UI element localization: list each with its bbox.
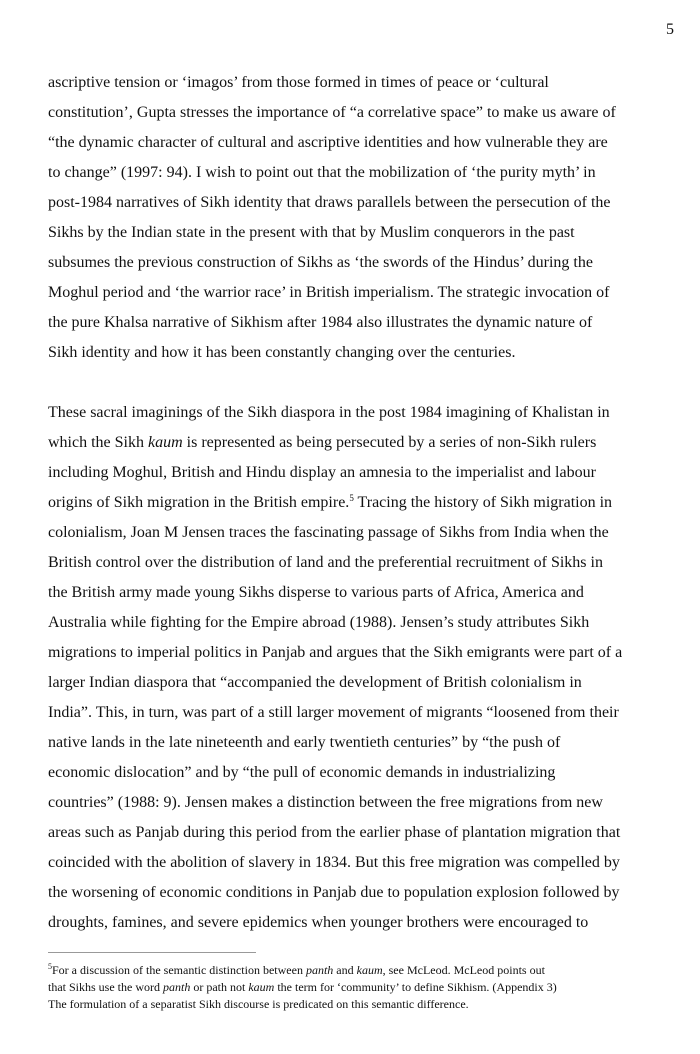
text-line: “the dynamic character of cultural and ascriptive identities and how vulnerable they are bbox=[48, 134, 608, 151]
text-line: Sikhs by the Indian state in the present with that by Muslim conquerors in the past bbox=[48, 224, 575, 241]
text-span: the term for ‘community’ to define Sikhism. (Appendix 3) bbox=[274, 980, 557, 994]
text-span: , see McLeod. McLeod points out bbox=[382, 963, 545, 977]
text-line: the British army made young Sikhs disperse to various parts of Africa, America and bbox=[48, 584, 584, 601]
text-line: These sacral imaginings of the Sikh diaspora in the post 1984 imagining of Khalistan in bbox=[48, 404, 610, 421]
text-line: larger Indian diaspora that “accompanied the development of British colonialism in bbox=[48, 674, 582, 691]
text-line: India”. This, in turn, was part of a still larger movement of migrants “loosened from their bbox=[48, 704, 619, 721]
text-line bbox=[48, 488, 672, 518]
text-line: areas such as Panjab during this period from the earlier phase of plantation migration that bbox=[48, 824, 621, 841]
paragraph-1 bbox=[48, 68, 672, 368]
text-line: British control over the distribution of land and the preferential recruitment of Sikhs in bbox=[48, 554, 603, 571]
text-span: is represented as being persecuted by a series of non-Sikh rulers bbox=[182, 434, 597, 451]
text-line: subsumes the previous construction of Sikhs as ‘the swords of the Hindus’ during the bbox=[48, 254, 593, 271]
text-line: coincided with the abolition of slavery in 1834. But this free migration was compelled by bbox=[48, 854, 620, 871]
text-span: origins of Sikh migration in the British empire. bbox=[48, 494, 350, 511]
footnote-line bbox=[48, 962, 672, 979]
body-text bbox=[48, 68, 672, 938]
text-line: economic dislocation” and by “the pull of economic demands in industrializing bbox=[48, 764, 556, 781]
paragraph-gap bbox=[48, 368, 672, 398]
text-line: Moghul period and ‘the warrior race’ in British imperialism. The strategic invocation of bbox=[48, 284, 610, 301]
text-line: colonialism, Joan M Jensen traces the fascinating passage of Sikhs from India when the bbox=[48, 524, 609, 541]
text-span: For a discussion of the semantic distinction between bbox=[52, 963, 306, 977]
italic-term: kaum bbox=[148, 434, 183, 451]
text-line: Sikh identity and how it has been constantly changing over the centuries. bbox=[48, 344, 516, 361]
text-span: or path not bbox=[190, 980, 249, 994]
italic-term: panth bbox=[163, 980, 191, 994]
text-line: post-1984 narratives of Sikh identity that draws parallels between the persecution of the bbox=[48, 194, 611, 211]
text-line: to change” (1997: 94). I wish to point out that the mobilization of ‘the purity myth’ in bbox=[48, 164, 596, 181]
text-span: which the Sikh bbox=[48, 434, 148, 451]
text-span: that Sikhs use the word bbox=[48, 980, 163, 994]
italic-term: kaum bbox=[248, 980, 275, 994]
footnote-line: The formulation of a separatist Sikh discourse is predicated on this semantic difference. bbox=[48, 997, 469, 1011]
text-line: the worsening of economic conditions in Panjab due to population explosion followed by bbox=[48, 884, 620, 901]
footnote-divider bbox=[48, 952, 256, 953]
text-line: droughts, famines, and severe epidemics when younger brothers were encouraged to bbox=[48, 914, 589, 931]
text-line: ascriptive tension or ‘imagos’ from those formed in times of peace or ‘cultural bbox=[48, 74, 549, 91]
page-number: 5 bbox=[666, 21, 674, 38]
text-line: migrations to imperial politics in Panjab and argues that the Sikh emigrants were part of a bbox=[48, 644, 623, 661]
paragraph-2 bbox=[48, 398, 672, 938]
text-line: the pure Khalsa narrative of Sikhism after 1984 also illustrates the dynamic nature of bbox=[48, 314, 593, 331]
text-line: including Moghul, British and Hindu display an amnesia to the imperialist and labour bbox=[48, 464, 596, 481]
footnote-5 bbox=[48, 962, 672, 1013]
text-span: Tracing the history of Sikh migration in bbox=[353, 494, 613, 511]
text-line: native lands in the late nineteenth and early twentieth centuries” by “the push of bbox=[48, 734, 561, 751]
text-span: and bbox=[333, 963, 357, 977]
italic-term: kaum bbox=[356, 963, 383, 977]
footnote-marker: 5 bbox=[48, 962, 52, 971]
text-line bbox=[48, 428, 672, 458]
italic-term: panth bbox=[305, 963, 334, 977]
footnote-reference[interactable]: 5 bbox=[349, 493, 354, 503]
footnote-line bbox=[48, 979, 672, 996]
text-line: Australia while fighting for the Empire abroad (1988). Jensen’s study attributes Sikh bbox=[48, 614, 590, 631]
text-line: constitution’, Gupta stresses the importance of “a correlative space” to make us aware of bbox=[48, 104, 616, 121]
text-line: countries” (1988: 9). Jensen makes a distinction between the free migrations from new bbox=[48, 794, 603, 811]
